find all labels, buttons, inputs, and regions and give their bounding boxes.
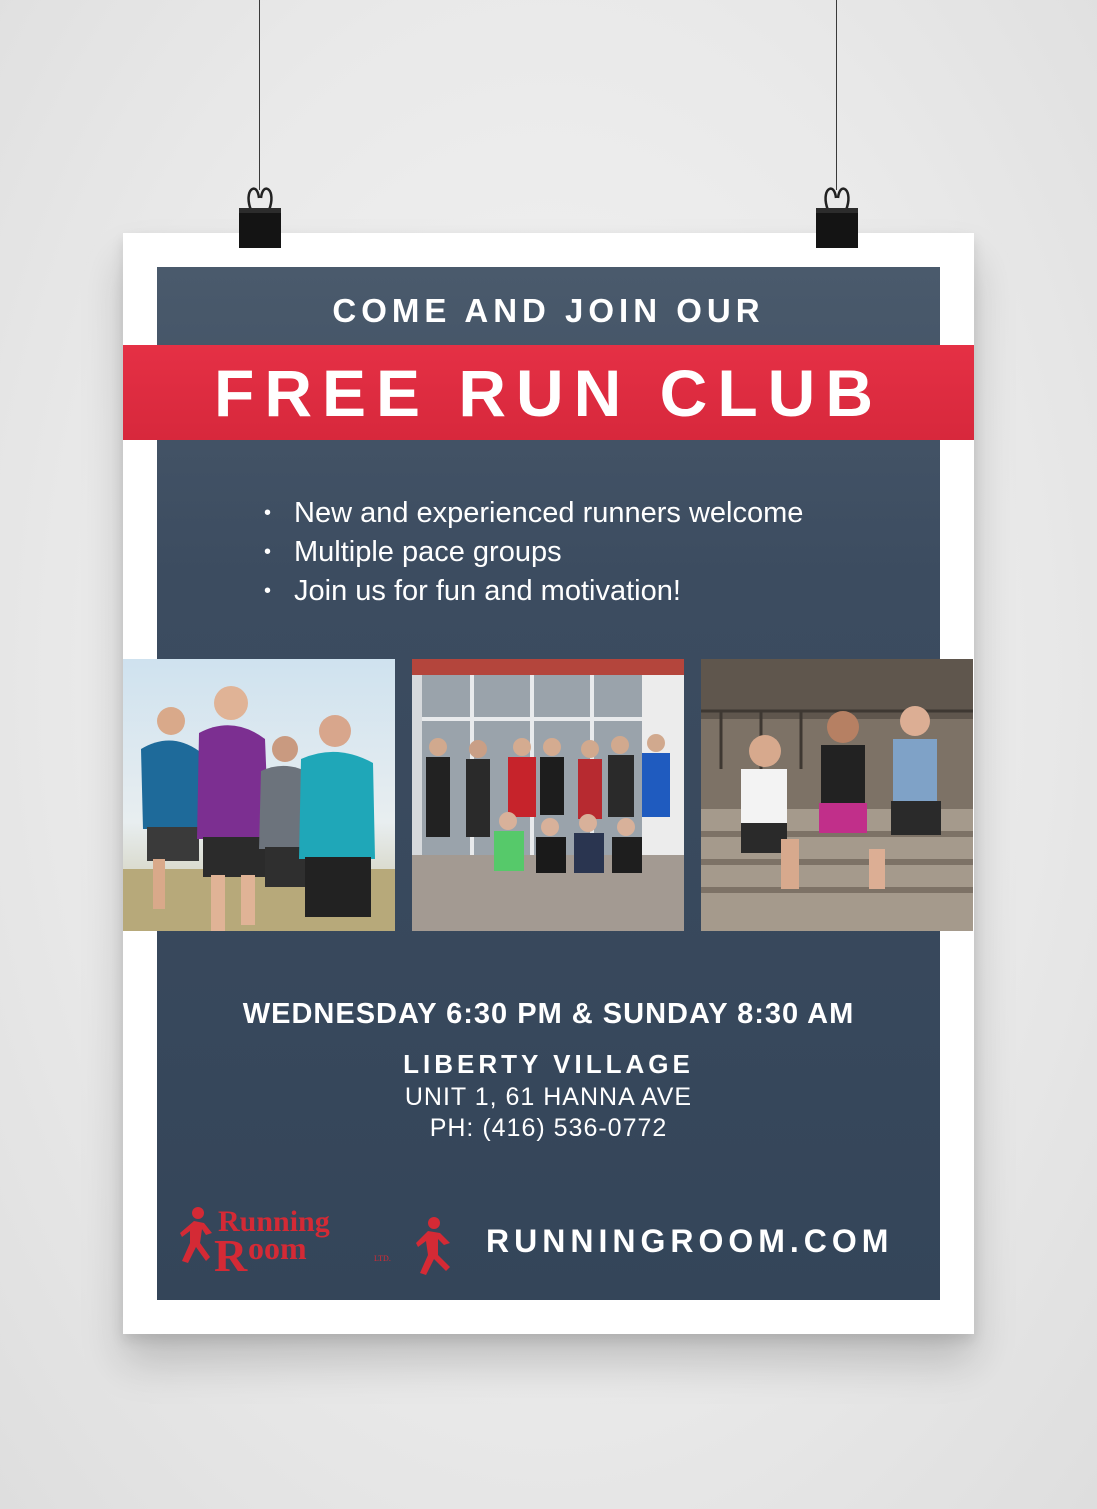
running-room-logo — [178, 1201, 463, 1283]
runner-silhouette-icon — [416, 1217, 450, 1275]
logo-initial: R — [214, 1230, 248, 1281]
kicker-text: COME AND JOIN OUR — [332, 292, 765, 329]
feature-list — [262, 494, 803, 611]
headline-text: FREE RUN CLUB — [214, 356, 883, 430]
club-group-photo — [412, 659, 684, 931]
women-on-steps-photo — [701, 659, 973, 931]
feature-item — [262, 572, 803, 611]
logo-suffix: LTD. — [374, 1254, 391, 1263]
feature-item-text: Join us for fun and motivation! — [294, 575, 681, 607]
bullet-dot-icon: • — [264, 502, 272, 524]
feature-item — [262, 533, 803, 572]
address-block — [157, 1082, 940, 1144]
runners-outdoors-photo — [123, 659, 395, 931]
website-text: RUNNINGROOM.COM — [486, 1223, 894, 1259]
binder-clip-icon — [237, 180, 283, 250]
address-line: UNIT 1, 61 HANNA AVE — [404, 1083, 693, 1111]
feature-item-text: New and experienced runners welcome — [294, 497, 804, 529]
logo-word-room: oom — [248, 1230, 307, 1266]
logo-word-running: Running — [218, 1205, 330, 1238]
hanging-wire-left — [259, 0, 260, 190]
feature-item-text: Multiple pace groups — [294, 536, 562, 568]
phone-line: PH: (416) 536-0772 — [429, 1114, 668, 1142]
binder-clip-icon — [814, 180, 860, 250]
runner-silhouette-icon — [180, 1207, 212, 1263]
hanging-wire-right — [836, 0, 837, 190]
bullet-dot-icon: • — [264, 580, 272, 602]
schedule-text: WEDNESDAY 6:30 PM & SUNDAY 8:30 AM — [242, 998, 855, 1030]
bullet-dot-icon: • — [264, 541, 272, 563]
location-name: LIBERTY VILLAGE — [403, 1049, 694, 1079]
feature-item — [262, 494, 803, 533]
